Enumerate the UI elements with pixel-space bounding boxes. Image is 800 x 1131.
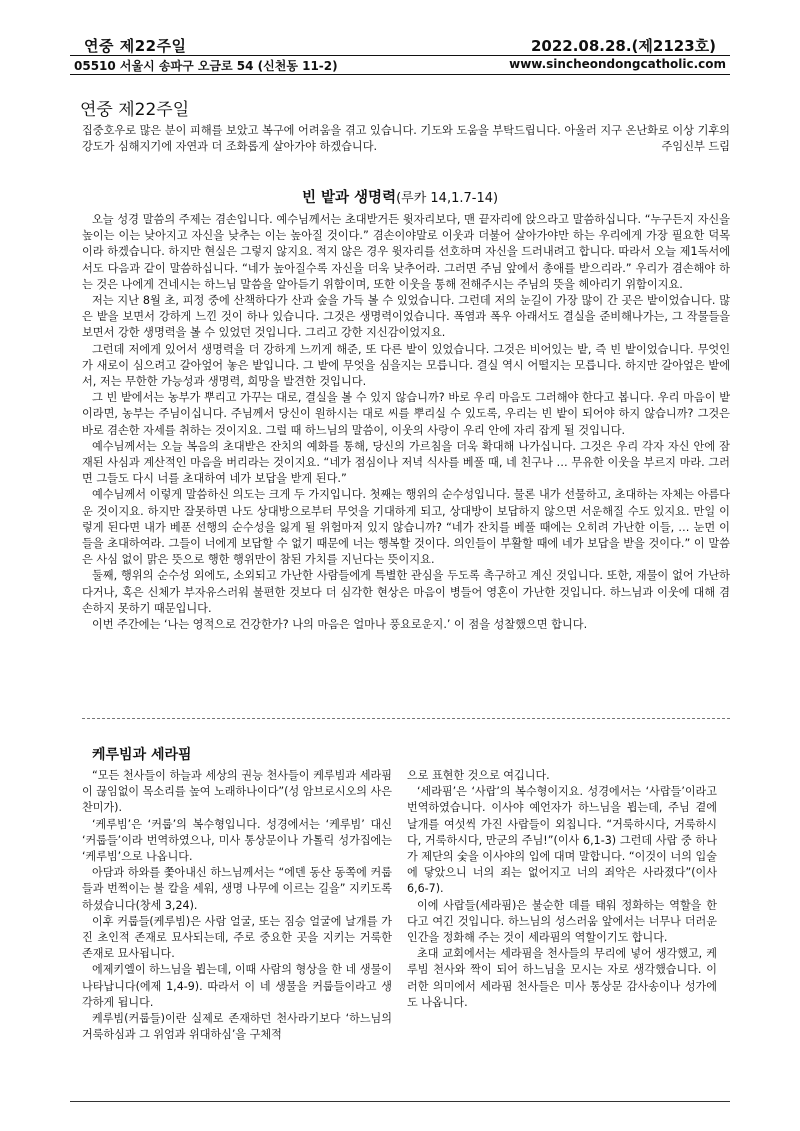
article-body xyxy=(82,212,730,633)
section-paragraph: 아담과 하와를 쫓아내신 하느님께서는 “에덴 동산 동쪽에 커룹들과 번쩍이는 불 칼을 세워, 생명 나무에 이르는 길을” 지키도록 하셨습니다(창세 3,24). xyxy=(82,866,392,912)
page-title: 연중 제22주일 xyxy=(80,100,190,120)
footer-divider xyxy=(70,1101,730,1102)
article-paragraph: 예수님께서 이렇게 말씀하신 의도는 크게 두 가지입니다. 첫째는 행위의 순수성입니다. 물론 내가 선물하고, 초대하는 자체는 아름다운 것이지요. 하지만 잘못하면 나도 상대방으로부터 무엇을 기대하게 되고, 상대방이 보답하지 않으면 서운해질 수도 있지요. 만일 이렇게 된다면 내가 베푼 선행의 순수성을 잃게 될 위험마저 있지 않습니까? “네가 잔치를 베풀 때에는 오히려 가난한 이들, … 눈먼 이들을 초대하여라. 그들이 너에게 보답할 수 없기 때문에 너는 행복할 것이다. 의인들이 부활할 때에 네가 보답을 받을 것이다.” 이 말씀은 사심 없이 맑은 뜻으로 행한 행위만이 참된 가치를 지닌다는 뜻이지요. xyxy=(82,488,730,567)
section-column-left xyxy=(82,768,392,1043)
section-paragraph: ‘세라핌’은 ‘사랍’의 복수형이지요. 성경에서는 ‘사랍들’이라고 번역하였습니다. 이사야 예언자가 하느님을 뵙는데, 주님 곁에 날개를 여섯씩 가진 사랍들이 외칩니다. “거룩하시다, 거룩하시다, 거룩하시다, 만군의 주님!”(이사 6,1-3) 그런데 사랍 중 하나가 제단의 숯을 이사야의 입에 대며 말합니다. “이것이 너의 입술에 닿았으니 너의 죄는 없어지고 너의 죄악은 사라졌다”(이사 6,6-7). xyxy=(407,785,717,896)
article-paragraph: 저는 지난 8월 초, 피정 중에 산책하다가 산과 숲을 가득 볼 수 있었습니다. 그런데 저의 눈길이 가장 많이 간 곳은 밭이었습니다. 많은 밭을 보면서 강하게 느낀 것이 하나 있습니다. 그것은 생명력이었습니다. 폭염과 폭우 아래서도 결실을 준비해나가는, 그 작물들을 보면서 강한 생명력을 볼 수 있었던 것입니다. 그리고 강한 지신감이었지요. xyxy=(82,294,730,340)
section-paragraph: 초대 교회에서는 세라핌을 천사들의 무리에 넣어 생각했고, 케루빔 천사와 짝이 되어 하느님을 모시는 자로 생각했습니다. 이러한 의미에서 세라핌 천사들은 미사 통상문 감사송이나 성가에도 나옵니다. xyxy=(407,947,717,1009)
header-issue-date: 2022.08.28.(제2123호) xyxy=(530,37,716,55)
header-issue-title: 연중 제22주일 xyxy=(84,37,187,55)
section-paragraph: ‘케루빔’은 ‘커룹’의 복수형입니다. 성경에서는 ‘케루빔’ 대신 ‘커룹들’이라 번역하였으나, 미사 통상문이나 가톨릭 성가집에는 ‘케루빔’으로 나옵니다. xyxy=(82,817,392,864)
subheader-divider xyxy=(70,74,730,75)
article-paragraph: 예수님께서는 오늘 복음의 초대받은 잔치의 예화를 통해, 당신의 가르침을 더욱 확대해 나가십니다. 그것은 우리 각자 자신 안에 잠재된 사심과 계산적인 마음을 버리라는 것이지요. “네가 점심이나 저녁 식사를 베풀 때, 네 친구나 … 무유한 이웃을 부르지 마라. 그러면 그들도 다시 너를 초대하여 네가 보답을 받게 된다.” xyxy=(82,439,730,486)
parish-website-link[interactable]: www.sincheondongcatholic.com xyxy=(509,57,726,71)
article-paragraph: 그런데 저에게 있어서 생명력을 더 강하게 느끼게 해준, 또 다른 밭이 있었습니다. 그것은 비어있는 밭, 즉 빈 밭이었습니다. 무엇인가 새로이 심으려고 갈아엎어 놓은 밭입니다. 그 밭에 무엇을 심을지는 모릅니다. 결실 역시 어떨지는 모릅니다. 하지만 갈아엎은 밭에서, 저는 무한한 가능성과 생명력, 희망을 발견한 것입니다. xyxy=(82,342,730,389)
section-paragraph: 이후 커룹들(케루빔)은 사람 얼굴, 또는 짐승 얼굴에 날개를 가진 초인적 존재로 묘사되는데, 주로 중요한 곳을 지키는 거룩한 존재로 묘사됩니다. xyxy=(82,914,392,961)
header-divider xyxy=(70,55,730,56)
parish-address: 05510 서울시 송파구 오금로 54 (신천동 11-2) xyxy=(74,59,338,73)
section-paragraph: 이에 사랍들(세라핌)은 불순한 데를 태워 정화하는 역할을 한다고 여긴 것입니다. 하느님의 성스러움 앞에서는 너무나 더러운 인간을 정화해 주는 것이 세라핌의 역할이기도 합니다. xyxy=(407,898,717,945)
section-paragraph: 으로 표현한 것으로 여깁니다. xyxy=(407,769,550,782)
section-title: 케루빔과 세라핌 xyxy=(92,747,192,763)
article-title-text: 빈 밭과 생명력 xyxy=(301,190,397,206)
intro-text: 집중호우로 많은 분이 피해를 보았고 복구에 어려움을 겪고 있습니다. 기도와 도움을 부탁드립니다. 아울러 지구 온난화로 이상 기후의 강도가 심해지기에 자연과 더 조화롭게 살아가야 하겠습니다. 주임신부 드림 xyxy=(82,123,730,155)
article-scripture-ref: (루카 14,1.7-14) xyxy=(396,191,499,206)
section-column-right xyxy=(407,768,717,1011)
article-paragraph: 오늘 성경 말씀의 주제는 겸손입니다. 예수님께서는 초대받거든 윗자리보다, 맨 끝자리에 앉으라고 말씀하십니다. “누구든지 자신을 높이는 이는 낮아지고 자신을 낮추는 이는 높아질 것이다.” 겸손이야말로 이웃과 더불어 살아가야만 하는 우리에게 가장 필요한 덕목이라 하겠습니다. 하지만 현실은 그렇지 않지요. 적지 않은 경우 윗자리를 선호하며 자신을 드러내려고 합니다. 따라서 오늘 제1독서에서도 다음과 같이 말씀하십니다. “네가 높아질수록 자신을 더욱 낮추어라. 그러면 주님 앞에서 총애를 받으리라.” 우리가 겸손해야 하는 것은 나에게 건네시는 하느님 말씀을 알아듣기 위함이며, 또한 이웃을 통해 전해주시는 주님의 뜻을 헤아리기 위함이지요. xyxy=(82,213,730,291)
section-paragraph: 에제키엘이 하느님을 뵙는데, 이때 사람의 형상을 한 네 생물이 나타납니다(에제 1,4-9). 따라서 이 네 생물을 커룹들이라고 생각하게 됩니다. xyxy=(82,963,392,1009)
intro-signature: 주임신부 드림 xyxy=(661,140,730,154)
intro-notice xyxy=(82,123,730,155)
section-paragraph: 케루빔(커룹들)이란 실제로 존재하던 천사라기보다 ‘하느님의 거룩하심과 그 위엄과 위대하심’을 구체적 xyxy=(82,1012,392,1042)
article-title xyxy=(0,186,800,207)
section-divider xyxy=(82,718,730,719)
section-paragraph: “모든 천사들이 하늘과 세상의 권능 천사들이 케루빔과 세라핌이 끊임없이 목소리를 높여 노래하나이다”(성 암브로시오의 사은 찬미가). xyxy=(82,769,392,815)
article-paragraph: 그 빈 밭에서는 농부가 뿌리고 가꾸는 대로, 결실을 볼 수 있지 않습니까? 바로 우리 마음도 그러해야 한다고 봅니다. 우리 마음이 밭이라면, 농부는 주님이십니다. 주님께서 당신이 원하시는 대로 씨를 뿌리실 수 있도록, 우리는 빈 밭이 되어야 하지 않습니까? 그것은 바로 겸손한 자세를 취하는 것이지요. 그럴 때 하느님의 말씀이, 이웃의 사랑이 우리 안에 자리 잡게 될 것입니다. xyxy=(82,391,730,437)
article-paragraph: 이번 주간에는 ‘나는 영적으로 건강한가? 나의 마음은 얼마나 풍요로운지.’ 이 점을 성찰했으면 합니다. xyxy=(92,618,588,632)
article-paragraph: 둘째, 행위의 순수성 외에도, 소외되고 가난한 사람들에게 특별한 관심을 두도록 촉구하고 계신 것입니다. 또한, 재물이 없어 가난하다거나, 혹은 신체가 부자유스러워 불편한 것보다 더 심각한 현상은 마음이 병들어 영혼이 가난한 것입니다. 하느님과 이웃에 대해 겸손하지 못하기 때문입니다. xyxy=(82,569,730,615)
